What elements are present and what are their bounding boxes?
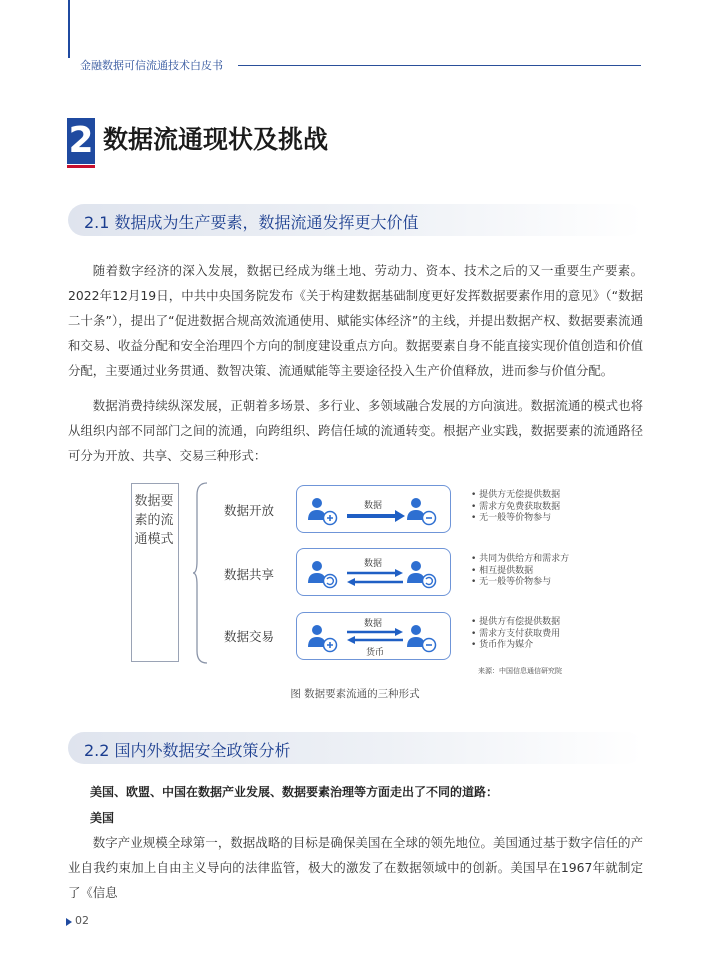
mode-label: 数据共享 [223,567,274,582]
page-number: 02 [75,914,89,927]
mode-label: 数据开放 [223,503,274,518]
bullet-item: • 需求方支付获取费用 [471,629,560,641]
chapter-number: 2 [67,118,95,164]
figure-caption: 图 数据要素流通的三种形式 [290,688,420,700]
arrow-label: 数据 [363,501,383,511]
mode-box-open [296,485,451,533]
bullet-item: • 提供方无偿提供数据 [471,490,560,502]
paragraph: 随着数字经济的深入发展，数据已经成为继土地、劳动力、资本、技术之后的又一重要生产要素。2022年12月19日，中共中央国务院发布《关于构建数据基础制度更好发挥数据要素作用的意见》（“数据二十条”），提出了“促进数据合规高效流通使用、赋能实体经济”的主线，并提出数据产权、数据要素流通和交易、收益分配和安全治理四个方向的制度建设重点方向。数据要素自身不能直接实现价值创造和价值分配，主要通过业务贯通、数智决策、流通赋能等主要途径投入生产价值释放，进而参与价值分配。 [68,263,643,378]
chapter-title: 数据流通现状及挑战 [103,125,329,154]
header-rule-vertical [68,0,70,58]
flow-graphic [297,549,450,595]
flow-graphic [297,486,450,532]
arrow-label: 货币 [365,648,385,658]
section-title: 2.2 国内外数据安全政策分析 [84,741,291,760]
doc-title: 金融数据可信流通技术白皮书 [80,59,223,72]
bullet-list [471,617,560,652]
bullet-item: • 无一般等价物参与 [471,513,560,525]
body-text [68,830,643,905]
bullet-item: • 相互提供数据 [471,566,569,578]
provider-user-icon [308,625,337,652]
party-a-user-icon [308,561,337,588]
bullet-item: • 需求方免费获取数据 [471,502,560,514]
figure-source: 来源：中国信息通信研究院 [478,667,562,675]
body-text [68,258,643,468]
bullet-item: • 提供方有偿提供数据 [471,617,560,629]
bullet-item: • 无一般等价物参与 [471,577,569,589]
section-title: 2.1 数据成为生产要素，数据流通发挥更大价值 [84,213,419,232]
mode-box-share [296,548,451,596]
figure-vertical-title: 数据要素的流通模式 [134,494,174,547]
page-marker-icon [66,918,72,926]
consumer-user-icon [407,498,436,525]
subheading: 美国 [90,811,115,825]
brace [193,481,209,665]
lead-sentence: 美国、欧盟、中国在数据产业发展、数据要素治理等方面走出了不同的道路： [90,785,499,799]
arrow-label: 数据 [363,559,383,569]
bullet-item: • 货币作为媒介 [471,640,560,652]
party-b-user-icon [407,561,436,588]
mode-box-trade [296,612,451,660]
arrow-label: 数据 [363,619,383,629]
chapter-accent [67,165,95,168]
provider-user-icon [308,498,337,525]
consumer-user-icon [407,625,436,652]
mode-label: 数据交易 [223,629,274,644]
paragraph: 数据消费持续纵深发展，正朝着多场景、多行业、多领域融合发展的方向演进。数据流通的模式也将从组织内部不同部门之间的流通，向跨组织、跨信任域的流通转变。根据产业实践，数据要素的流通路径可分为开放、共享、交易三种形式： [68,398,643,463]
bullet-item: • 共同为供给方和需求方 [471,554,569,566]
bullet-list [471,554,569,589]
flow-graphic [297,613,450,659]
header-rule [238,65,641,66]
paragraph: 数字产业规模全球第一，数据战略的目标是确保美国在全球的领先地位。美国通过基于数字信任的产业自我约束加上自由主义导向的法律监管，极大的激发了在数据领域中的创新。美国早在1967年就制定了《信息 [68,835,643,900]
bullet-list [471,490,560,525]
